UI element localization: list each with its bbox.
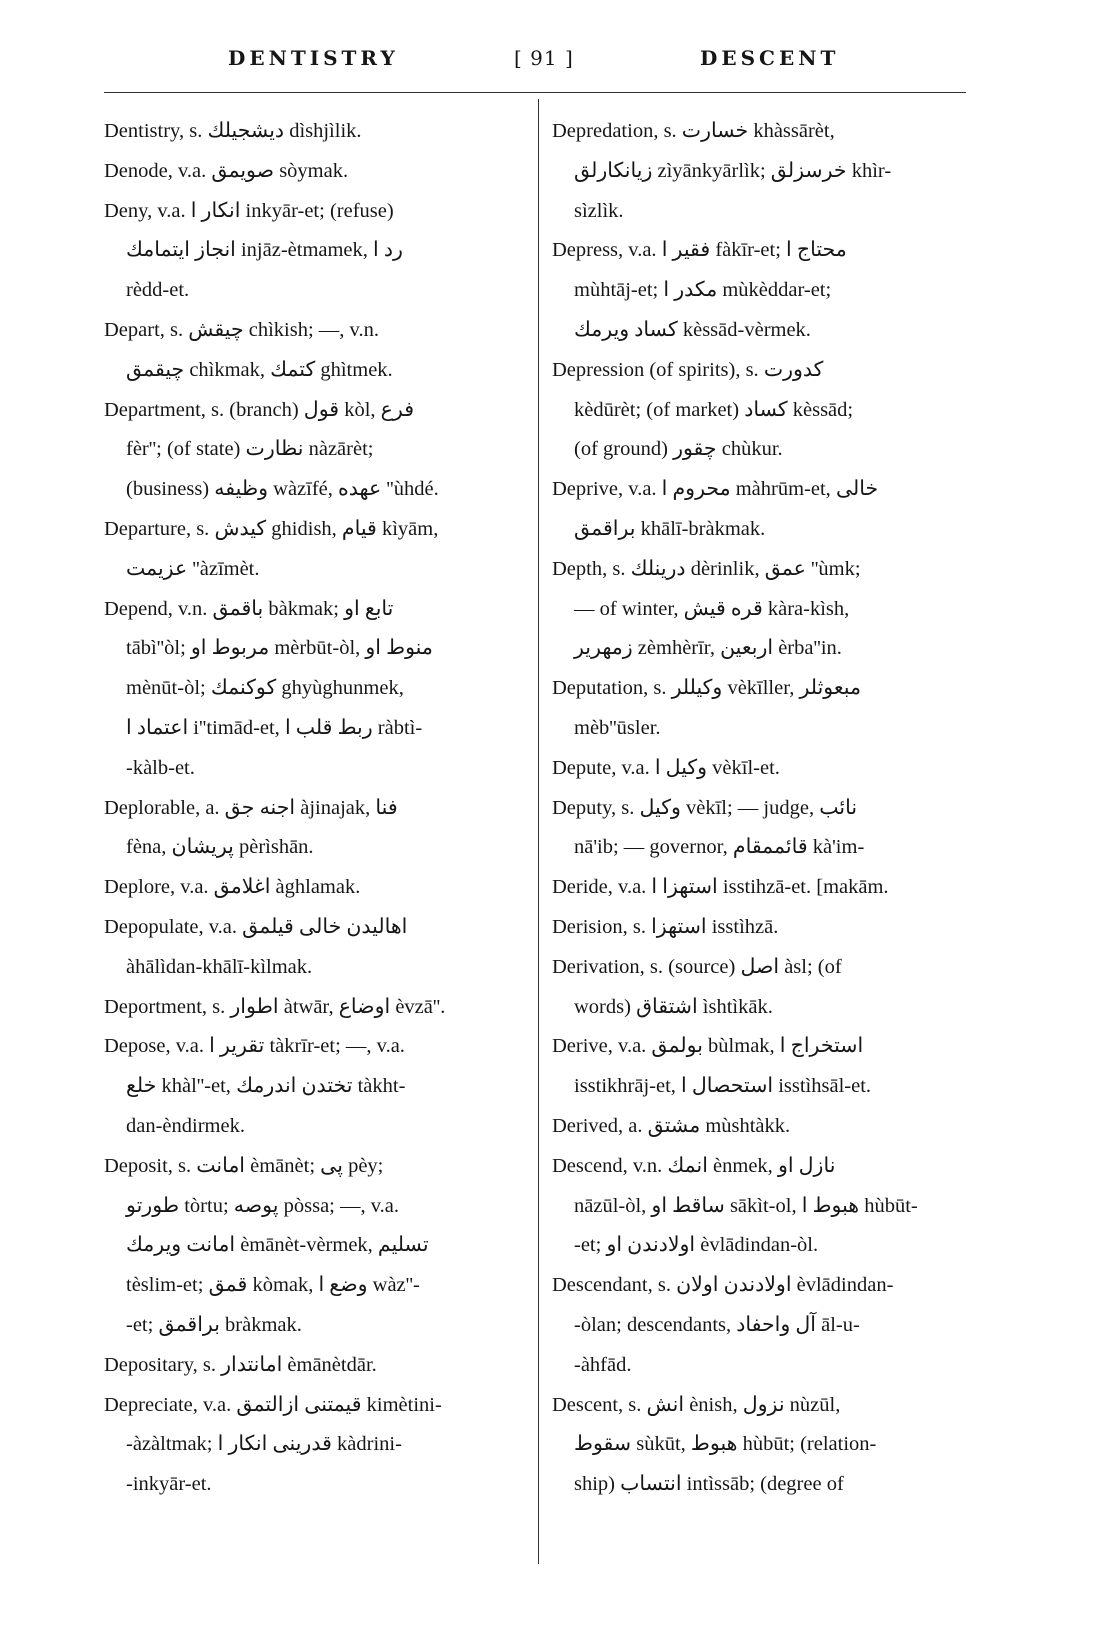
entry-line: Depth, s. درینلك dèrinlik, عمق ''ùmk; xyxy=(552,557,861,580)
entry-line: چیقمق chìkmak, كتمك ghìtmek. xyxy=(126,358,393,381)
entry-denude xyxy=(104,152,524,192)
running-header xyxy=(0,36,1115,76)
entry-deride xyxy=(552,868,968,908)
right-column xyxy=(552,112,968,1505)
entry-depend xyxy=(104,590,524,789)
entry-line: isstikhrāj-et, استحصال ا isstìhsāl-et. xyxy=(574,1075,872,1098)
entry-line: اعتماد ا i''timād-et, ربط قلب ا ràbtì- xyxy=(126,716,423,739)
entry-derived xyxy=(552,1107,968,1147)
entry-line: خلع khàl''-et, تختدن اندرمك tàkht- xyxy=(126,1075,406,1098)
entry-line: Depress, v.a. فقیر ا fàkīr-et; محتاج ا xyxy=(552,239,847,262)
entry-line: mènūt-òl; كوكنمك ghyùghunmek, xyxy=(126,677,404,700)
entry-derision xyxy=(552,908,968,948)
header-last-word: DESCENT xyxy=(700,46,840,70)
entry-line: Descent, s. انش ènish, نزول nùzūl, xyxy=(552,1393,841,1416)
entry-deny xyxy=(104,192,524,311)
entry-line: Depredation, s. خسارت khàssārèt, xyxy=(552,120,835,142)
entry-depression xyxy=(552,351,968,470)
entry-line: Depression (of spirits), s. كدورت xyxy=(552,358,824,381)
entry-line: Derived, a. مشتق mùshtàkk. xyxy=(552,1114,791,1137)
entry-line: Dentistry, s. دیشجیلك dìshjìlik. xyxy=(104,120,362,142)
entry-line: nā'ib; — governor, قائممقام kà'im- xyxy=(574,836,865,859)
entry-line: -àhfād. xyxy=(574,1353,632,1376)
header-first-word: DENTISTRY xyxy=(228,46,399,70)
left-column xyxy=(104,112,524,1505)
entry-line: Deny, v.a. انكار ا inkyār-et; (refuse) xyxy=(104,199,394,222)
entry-line: Descendant, s. اولادندن اولان èvlādindan- xyxy=(552,1274,894,1297)
entry-depredation xyxy=(552,112,968,231)
entry-line: -et; براقمق bràkmak. xyxy=(126,1313,302,1336)
entry-line: -inkyār-et. xyxy=(126,1473,212,1496)
entry-line: Deride, v.a. استهزا ا isstihzā-et. [makām. xyxy=(552,876,889,899)
entry-line: امانت ویرمك èmānèt-vèrmek, تسلیم xyxy=(126,1234,429,1257)
entry-line: fèna, پریشان pèrìshān. xyxy=(126,836,314,859)
entry-line: Depend, v.n. باقمق bàkmak; تابع او xyxy=(104,597,394,620)
entry-deplore xyxy=(104,868,524,908)
entry-depositary xyxy=(104,1346,524,1386)
entry-line: زیانكارلق zìyānkyārlìk; خرسزلق khìr- xyxy=(574,159,892,182)
entry-line: Departure, s. كیدش ghidish, قیام kìyām, xyxy=(104,517,439,540)
entry-line: عزیمت ''àzīmèt. xyxy=(126,557,260,580)
entry-descend xyxy=(552,1147,968,1266)
entry-depress xyxy=(552,231,968,350)
entry-line: Depose, v.a. تقریر ا tàkrīr-et; —, v.a. xyxy=(104,1035,405,1058)
entry-line: Deplore, v.a. اغلامق àghlamak. xyxy=(104,876,361,899)
entry-line: Depreciate, v.a. قیمتنی ازالتمق kimètini- xyxy=(104,1393,442,1416)
entry-department xyxy=(104,391,524,510)
entry-line: Deplorable, a. اجنه جق àjinajak, فنا xyxy=(104,796,398,819)
entry-line: Denode, v.a. صویمق sòymak. xyxy=(104,159,349,182)
entry-depart xyxy=(104,311,524,391)
entry-line: dan-èndirmek. xyxy=(126,1114,245,1137)
entry-line: mùhtāj-et; مكدر ا mùkèddar-et; xyxy=(574,279,832,302)
entry-line: àhālìdan-khālī-kìlmak. xyxy=(126,955,313,978)
entry-depreciate xyxy=(104,1386,524,1505)
entry-line: انجاز ایتمامك injāz-ètmamek, رد ا xyxy=(126,239,403,262)
entry-line: Derision, s. استهزا isstìhzā. xyxy=(552,915,779,938)
entry-depth xyxy=(552,550,968,669)
entry-line: -àzàltmak; قدرینی انكار ا kàdrini- xyxy=(126,1433,402,1456)
entry-line: mèb''ūsler. xyxy=(574,716,661,739)
entry-depute xyxy=(552,749,968,789)
entry-line: Derivation, s. (source) اصل àsl; (of xyxy=(552,955,842,978)
entry-deputation xyxy=(552,669,968,749)
entry-line: Depositary, s. امانتدار èmānètdār. xyxy=(104,1353,377,1376)
entry-line: براقمق khālī-bràkmak. xyxy=(574,517,766,540)
entry-depopulate xyxy=(104,908,524,988)
entry-line: -kàlb-et. xyxy=(126,756,195,779)
entry-line: Deputy, s. وكیل vèkīl; — judge, نائب xyxy=(552,796,858,819)
entry-line: fèr''; (of state) نظارت nàzārèt; xyxy=(126,438,374,461)
entry-line: tābì''òl; مربوط او mèrbūt-òl, منوط او xyxy=(126,637,433,660)
entry-derivation xyxy=(552,948,968,1028)
entry-line: Department, s. (branch) قول kòl, فرع xyxy=(104,398,415,421)
entry-line: زمهریر zèmhèrīr, اربعین èrba''in. xyxy=(574,637,842,660)
column-divider xyxy=(538,99,539,1564)
entry-line: sìzlìk. xyxy=(574,199,624,222)
entry-line: (business) وظیفه wàzīfé, عهده ''ùhdé. xyxy=(126,478,439,501)
entry-line: Deprive, v.a. محروم ا màhrūm-et, خالی xyxy=(552,478,879,501)
entry-line: — of winter, قره قیش kàra-kìsh, xyxy=(574,597,850,620)
entry-deposit xyxy=(104,1147,524,1346)
entry-line: (of ground) چقور chùkur. xyxy=(574,438,783,461)
entry-line: Deportment, s. اطوار àtwār, اوضاع èvzā''. xyxy=(104,995,446,1018)
entry-line: كساد ویرمك kèssād-vèrmek. xyxy=(574,318,811,341)
entry-line: Depart, s. چیقش chìkish; —, v.n. xyxy=(104,318,379,341)
entry-line: ship) انتساب intìssāb; (degree of xyxy=(574,1473,844,1496)
entry-line: rèdd-et. xyxy=(126,279,190,302)
entry-line: Depopulate, v.a. اهالیدن خالی قیلمق xyxy=(104,915,408,938)
entry-line: -et; اولادندن او èvlādindan-òl. xyxy=(574,1234,819,1257)
entry-deplorable xyxy=(104,789,524,869)
page-number: [ 91 ] xyxy=(514,46,574,70)
entry-descendant xyxy=(552,1266,968,1385)
entry-line: Descend, v.n. انمك ènmek, نازل او xyxy=(552,1154,836,1177)
entry-line: kèdūrèt; (of market) كساد kèssād; xyxy=(574,398,854,421)
entry-line: tèslim-et; قمق kòmak, وضع ا wàz''- xyxy=(126,1274,420,1297)
entry-line: -òlan; descendants, آل واحفاد āl-u- xyxy=(574,1313,860,1336)
entry-line: nāzūl-òl, ساقط او sākìt-ol, هبوط ا hùbūt- xyxy=(574,1194,918,1217)
entry-line: سقوط sùkūt, هبوط hùbūt; (relation- xyxy=(574,1433,877,1456)
entry-line: طورتو tòrtu; پوصه pòssa; —, v.a. xyxy=(126,1194,400,1217)
entry-deprive xyxy=(552,470,968,550)
entry-deportment xyxy=(104,988,524,1028)
entry-line: Derive, v.a. بولمق bùlmak, استخراج ا xyxy=(552,1035,864,1058)
entry-line: Depute, v.a. وكیل ا vèkīl-et. xyxy=(552,756,780,779)
entry-line: Deposit, s. امانت èmānèt; پی pèy; xyxy=(104,1154,384,1177)
entry-departure xyxy=(104,510,524,590)
entry-dentistry xyxy=(104,112,524,152)
entry-depose xyxy=(104,1027,524,1146)
entry-deputy xyxy=(552,789,968,869)
entry-descent xyxy=(552,1386,968,1505)
entry-derive xyxy=(552,1027,968,1107)
entry-line: Deputation, s. وكیللر vèkīller, مبعوثلر xyxy=(552,677,861,700)
entry-line: words) اشتقاق ìshtìkāk. xyxy=(574,995,773,1018)
header-rule xyxy=(104,92,966,93)
